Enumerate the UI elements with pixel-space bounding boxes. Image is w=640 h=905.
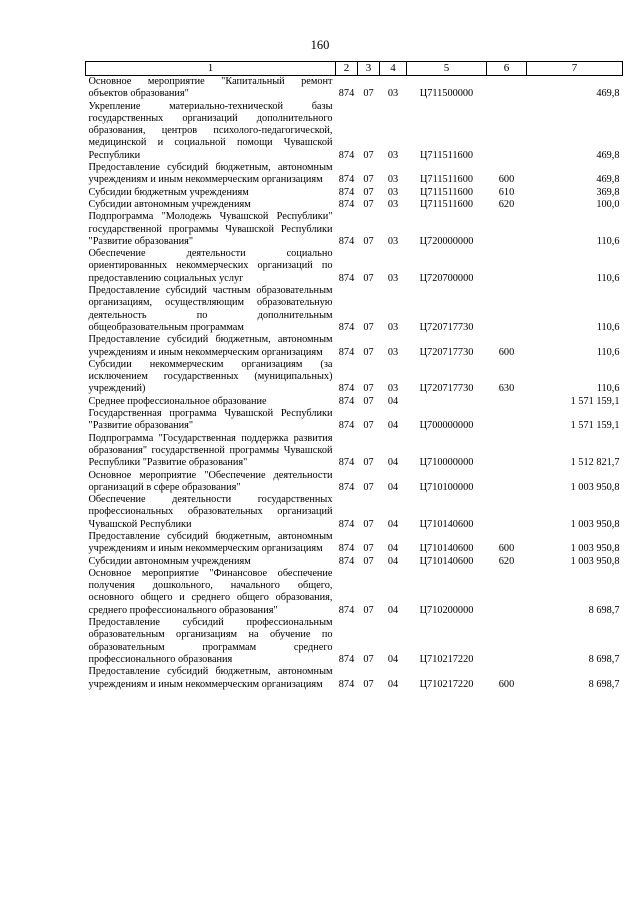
row-expense-type	[487, 76, 527, 101]
row-expense-type	[487, 396, 527, 408]
table-row	[86, 568, 623, 617]
row-section: 07	[363, 543, 374, 555]
row-name: Предоставление субсидий профессиональным образовательным организациям на обучение по образовательным программам среднего профессионального образования	[88, 617, 333, 665]
row-subsection: 04	[387, 555, 399, 567]
row-ministry-code: 874	[338, 604, 355, 616]
row-section: 07	[363, 272, 374, 284]
header-col-4: 4	[380, 62, 407, 76]
row-ministry-code: 874	[338, 555, 355, 567]
row-subsection: 03	[387, 321, 399, 333]
table-header-row	[86, 62, 623, 76]
page-number: 160	[310, 38, 330, 52]
row-amount: 1 003 950,8	[570, 518, 620, 530]
row-ministry-code: 874	[338, 653, 355, 665]
row-subsection: 04	[387, 543, 399, 555]
row-target-article: Ц711511600	[419, 198, 473, 210]
row-amount: 110,6	[596, 383, 620, 395]
row-amount: 469,8	[596, 149, 620, 161]
row-name: Основное мероприятие "Капитальный ремонт объектов образования"	[88, 76, 333, 100]
table-row	[86, 617, 623, 666]
row-amount: 1 003 950,8	[570, 555, 620, 567]
row-subsection: 03	[387, 346, 399, 358]
row-section: 07	[363, 186, 374, 198]
row-expense-type: 600	[498, 678, 515, 690]
row-amount: 469,8	[596, 174, 620, 186]
row-expense-type	[487, 101, 527, 162]
row-target-article: Ц710140600	[419, 518, 474, 530]
row-expense-type: 600	[498, 346, 515, 358]
row-target-article: Ц710217220	[419, 678, 474, 690]
row-target-article: Ц710217220	[419, 653, 474, 665]
row-ministry-code: 874	[338, 395, 355, 407]
table-row	[86, 470, 623, 495]
row-expense-type: 620	[498, 555, 515, 567]
row-section: 07	[363, 518, 374, 530]
row-expense-type	[487, 248, 527, 285]
row-expense-type	[487, 211, 527, 248]
row-amount: 110,6	[596, 235, 620, 247]
table-row	[86, 396, 623, 408]
row-amount: 110,6	[596, 272, 620, 284]
row-expense-type	[487, 285, 527, 334]
row-target-article: Ц711500000	[419, 88, 474, 100]
row-expense-type: 600	[498, 174, 515, 186]
row-section: 07	[363, 321, 374, 333]
row-subsection: 04	[387, 518, 399, 530]
row-target-article: Ц720000000	[419, 235, 474, 247]
row-amount: 1 512 821,7	[570, 457, 620, 469]
row-target-article: Ц720717730	[419, 346, 474, 358]
table-row	[86, 248, 623, 285]
row-subsection: 04	[387, 420, 399, 432]
row-expense-type	[487, 568, 527, 617]
row-expense-type: 610	[498, 186, 515, 198]
table-row	[86, 359, 623, 396]
row-target-article: Ц710100000	[419, 481, 474, 493]
header-col-5: 5	[407, 62, 487, 76]
row-subsection: 03	[387, 235, 399, 247]
table-row	[86, 199, 623, 211]
row-amount: 8 698,7	[588, 653, 620, 665]
row-ministry-code: 874	[338, 186, 355, 198]
row-amount: 1 571 159,1	[570, 420, 620, 432]
row-subsection: 03	[387, 272, 399, 284]
row-amount: 469,8	[596, 88, 620, 100]
row-target-article: Ц720717730	[419, 321, 474, 333]
row-target-article: Ц711511600	[419, 186, 473, 198]
row-name: Субсидии бюджетным учреждениям	[88, 186, 249, 198]
row-name: Обеспечение деятельности социально ориентированных некоммерческих организаций по предоставлению социальных услуг	[88, 248, 333, 284]
table-row	[86, 76, 623, 101]
row-expense-type: 630	[498, 383, 515, 395]
row-section: 07	[363, 198, 374, 210]
row-amount: 8 698,7	[588, 678, 620, 690]
row-target-article: Ц710000000	[419, 457, 474, 469]
row-section: 07	[363, 346, 374, 358]
table-row	[86, 334, 623, 359]
table-body	[86, 76, 623, 691]
row-name: Предоставление субсидий бюджетным, автономным учреждениям и иным некоммерческим организациям	[88, 666, 333, 690]
header-col-6: 6	[487, 62, 527, 76]
row-name: Предоставление субсидий частным образовательным организациям, осуществляющим образовательную деятельность по дополнительным общеобразовательным программам	[88, 285, 333, 333]
row-target-article	[407, 396, 487, 408]
row-ministry-code: 874	[338, 88, 355, 100]
row-ministry-code: 874	[338, 198, 355, 210]
row-ministry-code: 874	[338, 272, 355, 284]
row-ministry-code: 874	[338, 481, 355, 493]
table-row	[86, 187, 623, 199]
row-subsection: 03	[387, 149, 399, 161]
row-name: Основное мероприятие "Финансовое обеспечение получения дошкольного, начального общего, основного общего и среднего общего образования, среднего профессионального образования"	[88, 567, 333, 616]
row-subsection: 04	[387, 678, 399, 690]
row-name: Среднее профессиональное образование	[88, 395, 267, 407]
header-col-7: 7	[527, 62, 623, 76]
table-row	[86, 101, 623, 162]
row-section: 07	[363, 420, 374, 432]
table-row	[86, 556, 623, 568]
row-name: Обеспечение деятельности государственных профессиональных образовательных организаций Чувашской Республики	[88, 494, 333, 530]
row-section: 07	[363, 88, 374, 100]
row-section: 07	[363, 604, 374, 616]
row-subsection: 04	[387, 457, 399, 469]
row-expense-type: 600	[498, 543, 515, 555]
row-amount: 8 698,7	[588, 604, 620, 616]
row-expense-type	[487, 617, 527, 666]
row-expense-type	[487, 470, 527, 495]
row-name: Государственная программа Чувашской Республики "Развитие образования"	[88, 408, 333, 432]
header-col-2: 2	[336, 62, 358, 76]
table-row	[86, 285, 623, 334]
row-amount: 110,6	[596, 321, 620, 333]
row-name: Субсидии некоммерческим организациям (за исключением государственных (муниципальных) учреждений)	[88, 358, 333, 395]
row-target-article: Ц700000000	[419, 420, 474, 432]
row-target-article: Ц720700000	[419, 272, 474, 284]
row-section: 07	[363, 149, 374, 161]
row-name: Предоставление субсидий бюджетным, автономным учреждениям и иным некоммерческим организациям	[88, 334, 333, 358]
row-section: 07	[363, 653, 374, 665]
row-amount: 110,6	[596, 346, 620, 358]
row-ministry-code: 874	[338, 678, 355, 690]
row-ministry-code: 874	[338, 149, 355, 161]
row-expense-type	[487, 494, 527, 531]
table-row	[86, 494, 623, 531]
row-subsection: 03	[387, 88, 399, 100]
header-col-1: 1	[86, 62, 336, 76]
row-ministry-code: 874	[338, 174, 355, 186]
row-section: 07	[363, 481, 374, 493]
table-row	[86, 666, 623, 691]
row-target-article: Ц720717730	[419, 383, 474, 395]
row-name: Основное мероприятие "Обеспечение деятельности организаций в сфере образования"	[88, 469, 333, 493]
row-section: 07	[363, 383, 374, 395]
row-section: 07	[363, 395, 374, 407]
row-section: 07	[363, 235, 374, 247]
table-row	[86, 162, 623, 187]
row-target-article: Ц710140600	[419, 543, 474, 555]
row-subsection: 04	[387, 395, 399, 407]
row-target-article: Ц710200000	[419, 604, 474, 616]
row-subsection: 04	[387, 653, 399, 665]
row-name: Предоставление субсидий бюджетным, автономным учреждениям и иным некоммерческим организациям	[88, 162, 333, 186]
row-subsection: 03	[387, 383, 399, 395]
row-name: Субсидии автономным учреждениям	[88, 555, 251, 567]
row-ministry-code: 874	[338, 543, 355, 555]
row-subsection: 03	[387, 186, 399, 198]
row-section: 07	[363, 457, 374, 469]
row-ministry-code: 874	[338, 346, 355, 358]
row-amount: 1 003 950,8	[570, 481, 620, 493]
row-target-article: Ц711511600	[419, 149, 473, 161]
row-section: 07	[363, 174, 374, 186]
row-subsection: 03	[387, 198, 399, 210]
row-amount: 100,0	[596, 198, 620, 210]
row-subsection: 03	[387, 174, 399, 186]
row-ministry-code: 874	[338, 383, 355, 395]
row-expense-type	[487, 408, 527, 433]
row-expense-type: 620	[498, 198, 515, 210]
row-ministry-code: 874	[338, 420, 355, 432]
table-row	[86, 408, 623, 433]
table-row	[86, 211, 623, 248]
table-row	[86, 531, 623, 556]
row-name: Предоставление субсидий бюджетным, автономным учреждениям и иным некоммерческим организациям	[88, 530, 333, 555]
row-subsection: 04	[387, 481, 399, 493]
row-name: Субсидии автономным учреждениям	[88, 198, 251, 210]
row-name: Подпрограмма "Молодежь Чувашской Республики" государственной программы Чувашской Республики "Развитие образования"	[88, 211, 333, 247]
row-name: Укрепление материально-технической базы государственных организаций дополнительного образования, центров психолого-педагогической, медицинской и социальной помощи Чувашской Республики	[88, 100, 333, 161]
row-ministry-code: 874	[338, 518, 355, 530]
budget-table	[85, 61, 623, 691]
header-col-3: 3	[358, 62, 380, 76]
row-name: Подпрограмма "Государственная поддержка развития образования" государственной программы Чувашской Республики "Развитие образования"	[88, 432, 333, 469]
row-section: 07	[363, 555, 374, 567]
table-row	[86, 433, 623, 470]
row-target-article: Ц710140600	[419, 555, 474, 567]
row-section: 07	[363, 678, 374, 690]
row-amount: 1 003 950,8	[570, 543, 620, 555]
row-ministry-code: 874	[338, 321, 355, 333]
row-target-article: Ц711511600	[419, 174, 473, 186]
row-ministry-code: 874	[338, 457, 355, 469]
row-amount: 1 571 159,1	[570, 395, 620, 407]
row-expense-type	[487, 433, 527, 470]
row-amount: 369,8	[596, 186, 620, 198]
row-ministry-code: 874	[338, 235, 355, 247]
row-subsection: 04	[387, 604, 399, 616]
